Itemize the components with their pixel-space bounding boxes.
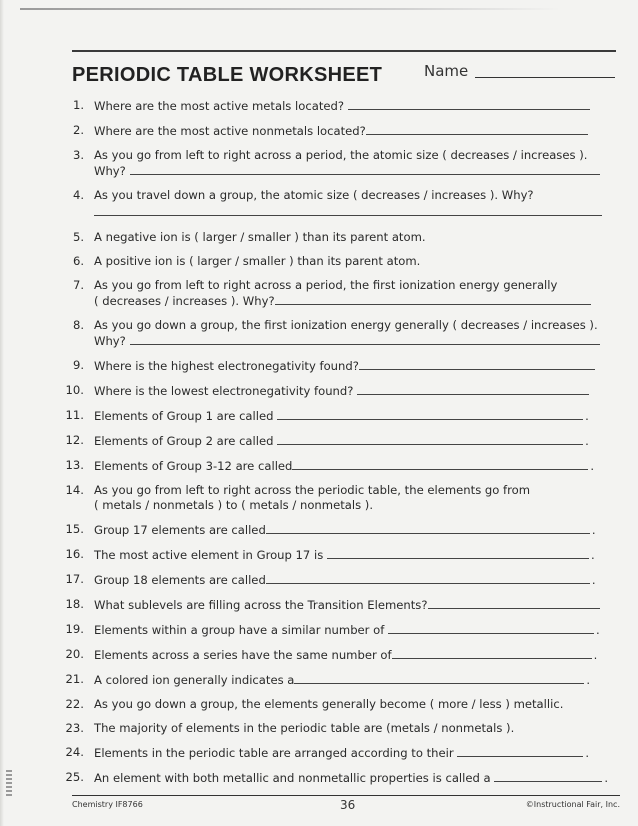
question-text-cont: Why? xyxy=(94,334,126,348)
question-text: The majority of elements in the periodic table are (metals / nonmetals ). xyxy=(94,721,515,735)
question-4 xyxy=(62,188,622,216)
answer-blank[interactable] xyxy=(428,597,600,609)
question-number: 2. xyxy=(72,123,84,137)
question-text-cont: ( metals / nonmetals ) to ( metals / nonmetals ). xyxy=(94,498,374,512)
question-text: Group 17 elements are called xyxy=(94,523,266,537)
question-24 xyxy=(62,745,622,761)
question-1 xyxy=(62,98,622,114)
question-text: A negative ion is ( larger / smaller ) than its parent atom. xyxy=(94,230,426,244)
question-16 xyxy=(62,547,622,563)
question-number: 21. xyxy=(65,672,84,686)
question-number: 24. xyxy=(65,745,84,759)
question-22 xyxy=(62,697,622,712)
question-text: Elements of Group 3-12 are called xyxy=(94,459,293,473)
question-25 xyxy=(62,770,622,786)
answer-blank[interactable] xyxy=(494,770,602,782)
question-6 xyxy=(62,254,622,269)
question-14 xyxy=(62,483,622,513)
page-number: 36 xyxy=(340,798,356,812)
answer-blank[interactable] xyxy=(292,458,588,470)
period-mark: . xyxy=(585,746,590,760)
question-text: Where is the lowest electronegativity found? xyxy=(94,384,354,398)
question-text: Elements of Group 1 are called xyxy=(94,409,274,423)
answer-blank[interactable] xyxy=(130,163,600,175)
question-text-cont: Why? xyxy=(94,164,126,178)
question-text: Elements within a group have a similar number of xyxy=(94,623,385,637)
answer-blank[interactable] xyxy=(457,745,583,757)
name-label: Name xyxy=(424,62,469,80)
question-number: 11. xyxy=(65,408,84,422)
question-number: 13. xyxy=(65,458,84,472)
question-number: 23. xyxy=(65,721,84,735)
question-number: 16. xyxy=(65,547,84,561)
question-13 xyxy=(62,458,622,474)
question-number: 18. xyxy=(65,597,84,611)
answer-blank[interactable] xyxy=(366,123,588,135)
question-8 xyxy=(62,318,622,349)
answer-blank[interactable] xyxy=(277,433,583,445)
answer-blank[interactable] xyxy=(294,672,584,684)
question-number: 10. xyxy=(65,383,84,397)
question-number: 3. xyxy=(72,148,84,162)
question-5 xyxy=(62,230,622,245)
question-number: 17. xyxy=(65,572,84,586)
question-number: 15. xyxy=(65,522,84,536)
question-text: As you travel down a group, the atomic size ( decreases / increases ). Why? xyxy=(94,188,534,202)
period-mark: . xyxy=(591,573,596,587)
period-mark: . xyxy=(593,648,598,662)
footer-book-code: Chemistry IF8766 xyxy=(72,800,143,809)
question-text: Elements across a series have the same number of xyxy=(94,648,392,662)
question-text: Where is the highest electronegativity found? xyxy=(94,359,359,373)
answer-blank[interactable] xyxy=(275,293,591,305)
question-17 xyxy=(62,572,622,588)
question-number: 1. xyxy=(72,98,84,112)
period-mark: . xyxy=(590,459,595,473)
answer-blank[interactable] xyxy=(388,622,594,634)
question-number: 7. xyxy=(72,278,84,292)
question-number: 8. xyxy=(72,318,84,332)
question-12 xyxy=(62,433,622,449)
question-text: Group 18 elements are called xyxy=(94,573,266,587)
worksheet-header xyxy=(72,52,616,90)
question-number: 25. xyxy=(65,770,84,784)
period-mark: . xyxy=(585,434,589,448)
question-text: As you go from left to right across the periodic table, the elements go from xyxy=(94,483,531,497)
period-mark: . xyxy=(604,771,609,785)
question-number: 4. xyxy=(72,188,84,202)
answer-blank[interactable] xyxy=(357,383,589,395)
answer-blank[interactable] xyxy=(327,547,589,559)
answer-blank[interactable] xyxy=(392,647,592,659)
question-text: Elements in the periodic table are arranged according to their xyxy=(94,746,454,760)
worksheet-page xyxy=(65,50,616,785)
scan-artifact xyxy=(6,770,12,796)
period-mark: . xyxy=(590,548,595,562)
question-text: Where are the most active nonmetals located? xyxy=(94,124,366,138)
question-text: A colored ion generally indicates a xyxy=(94,673,295,687)
question-text: A positive ion is ( larger / smaller ) than its parent atom. xyxy=(94,254,421,268)
question-text: What sublevels are filling across the Transition Elements? xyxy=(94,598,428,612)
question-text: An element with both metallic and nonmetallic properties is called a xyxy=(94,771,491,785)
answer-blank[interactable] xyxy=(348,98,590,110)
question-10 xyxy=(62,383,622,399)
question-21 xyxy=(62,672,622,688)
question-text: The most active element in Group 17 is xyxy=(94,548,324,562)
question-9 xyxy=(62,358,622,374)
question-11 xyxy=(62,408,622,424)
answer-blank[interactable] xyxy=(266,572,590,584)
period-mark: . xyxy=(585,409,589,423)
scan-edge-left xyxy=(0,0,4,826)
answer-blank[interactable] xyxy=(266,522,590,534)
worksheet-title: PERIODIC TABLE WORKSHEET xyxy=(72,64,383,86)
period-mark: . xyxy=(586,673,591,687)
name-field[interactable] xyxy=(475,77,615,78)
question-text: As you go from left to right across a period, the first ionization energy generally xyxy=(94,278,558,292)
answer-blank[interactable] xyxy=(94,214,602,216)
question-text: As you go down a group, the first ionization energy generally ( decreases / increases ). xyxy=(94,318,598,332)
scan-edge-top xyxy=(20,8,560,10)
period-mark: . xyxy=(591,523,596,537)
question-3 xyxy=(62,148,622,179)
question-text: Elements of Group 2 are called xyxy=(94,434,274,448)
question-19 xyxy=(62,622,622,638)
question-text: As you go from left to right across a period, the atomic size ( decreases / increases ). xyxy=(94,148,588,162)
question-2 xyxy=(62,123,622,139)
question-number: 9. xyxy=(72,358,84,372)
answer-blank[interactable] xyxy=(130,333,600,345)
question-text: As you go down a group, the elements generally become ( more / less ) metallic. xyxy=(94,697,564,711)
question-number: 20. xyxy=(65,647,84,661)
question-15 xyxy=(62,522,622,538)
question-7 xyxy=(62,278,622,309)
answer-blank[interactable] xyxy=(359,358,595,370)
question-23 xyxy=(62,721,622,736)
question-18 xyxy=(62,597,622,613)
question-20 xyxy=(62,647,622,663)
question-text: Where are the most active metals located? xyxy=(94,99,345,113)
question-number: 14. xyxy=(65,483,84,497)
question-number: 6. xyxy=(72,254,84,268)
period-mark: . xyxy=(596,623,600,637)
question-number: 5. xyxy=(72,230,84,244)
footer-copyright: ©Instructional Fair, Inc. xyxy=(525,800,620,809)
page-footer xyxy=(72,795,620,812)
question-text-cont: ( decreases / increases ). Why? xyxy=(94,294,275,308)
question-number: 19. xyxy=(65,622,84,636)
question-number: 22. xyxy=(65,697,84,711)
question-list xyxy=(62,98,622,795)
answer-blank[interactable] xyxy=(277,408,583,420)
question-number: 12. xyxy=(65,433,84,447)
